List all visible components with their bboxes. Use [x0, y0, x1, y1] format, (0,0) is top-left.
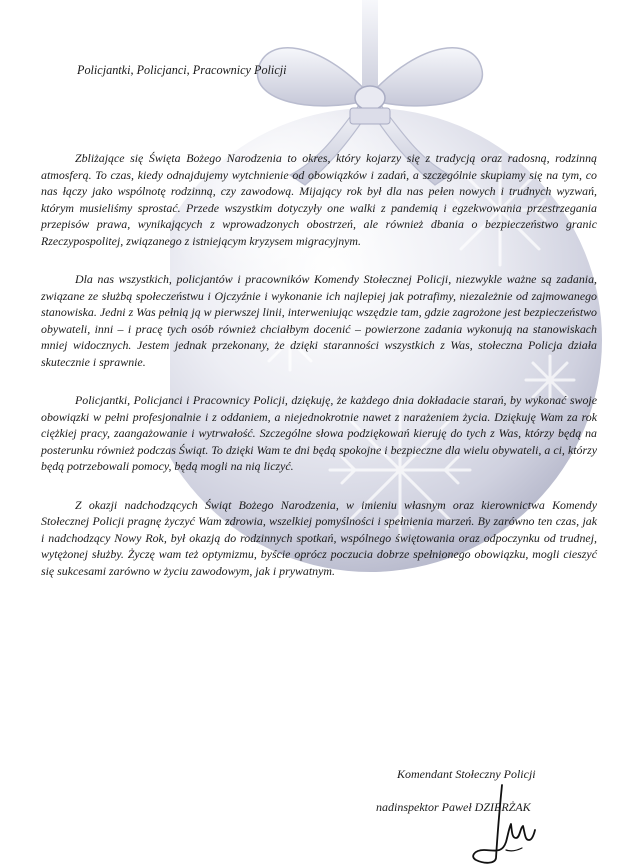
letter-paragraph: Dla nas wszystkich, policjantów i pracowników Komendy Stołecznej Policji, niezwykle ważne są zadania, związane ze służbą społeczeństwu i Ojczyźnie i wykonanie ich najlepiej jak potrafimy, niezależnie od zajmowanego stanowiska. Jedni z Was pełnią ją w pierwszej linii, interweniując wszędzie tam, gdzie zagrożone jest bezpieczeństwo obywateli, inni – i pracę tych osób również chciałbym docenić – powierzone zadania wykonują na stanowiskach mniej widocznych. Jestem jednak przekonany, że dzięki staranności wszystkich z Was, stołeczna Policja działa skutecznie i sprawnie.: [41, 272, 597, 369]
letter-paragraph: Zbliżające się Święta Bożego Narodzenia to okres, który kojarzy się z tradycją oraz radosną, rodzinną atmosferą. To czas, kiedy odnajdujemy wytchnienie od obowiązków i zadań, a szczególnie skupiamy się na tym, co nas łączy jako wspólnotę rodzinną, czy zawodową. Mijający rok był dla nas pełen nowych i trudnych wyzwań, którym musieliśmy sprostać. Przede wszystkim dotyczyły one walki z pandemią i egzekwowania przestrzegania przepisów prawa, wynikających z wprowadzonych obostrzeń, ale również dbania o bezpieczeństwo granic Rzeczypospolitej, związanego z istniejącym kryzysem migracyjnym.: [41, 151, 597, 248]
letter-body: [41, 150, 597, 601]
letter-salutation: Policjantki, Policjanci, Pracownicy Policji: [77, 63, 287, 77]
signature-name: nadinspektor Paweł DZIERŻAK: [376, 800, 531, 814]
handwritten-signature-icon: [462, 780, 572, 865]
signature-title: Komendant Stołeczny Policji: [397, 767, 536, 781]
letter-paragraph: Z okazji nadchodzących Świąt Bożego Narodzenia, w imieniu własnym oraz kierownictwa Komendy Stołecznej Policji pragnę życzyć Wam zdrowia, wszelkiej pomyślności i spełnienia marzeń. By zarówno ten czas, jak i nadchodzący Nowy Rok, był okazją do rodzinnych spotkań, wspólnego świętowania oraz odpoczynku od trudnej, wytężonej służby. Życzę wam też optymizmu, byście oprócz poczucia dobrze spełnionego obowiązku, mogli cieszyć się sukcesami zarówno w życiu zawodowym, jak i prywatnym.: [41, 497, 597, 578]
letter-paragraph: Policjantki, Policjanci i Pracownicy Policji, dziękuję, że każdego dnia dokładacie starań, by wykonać swoje obowiązki w pełni profesjonalnie i z oddaniem, a niejednokrotnie nawet z narażeniem życia. Dziękuję Wam za rok ciężkiej pracy, zaangażowanie i wytrwałość. Szczególne słowa podziękowań kieruję do tych z Was, którzy będą na posterunku również podczas Świąt. To dzięki Wam te dni będą spokojne i bezpieczne dla wielu obywateli, a ci, którzy będą potrzebowali pomocy, będą mogli na nią liczyć.: [41, 393, 597, 473]
